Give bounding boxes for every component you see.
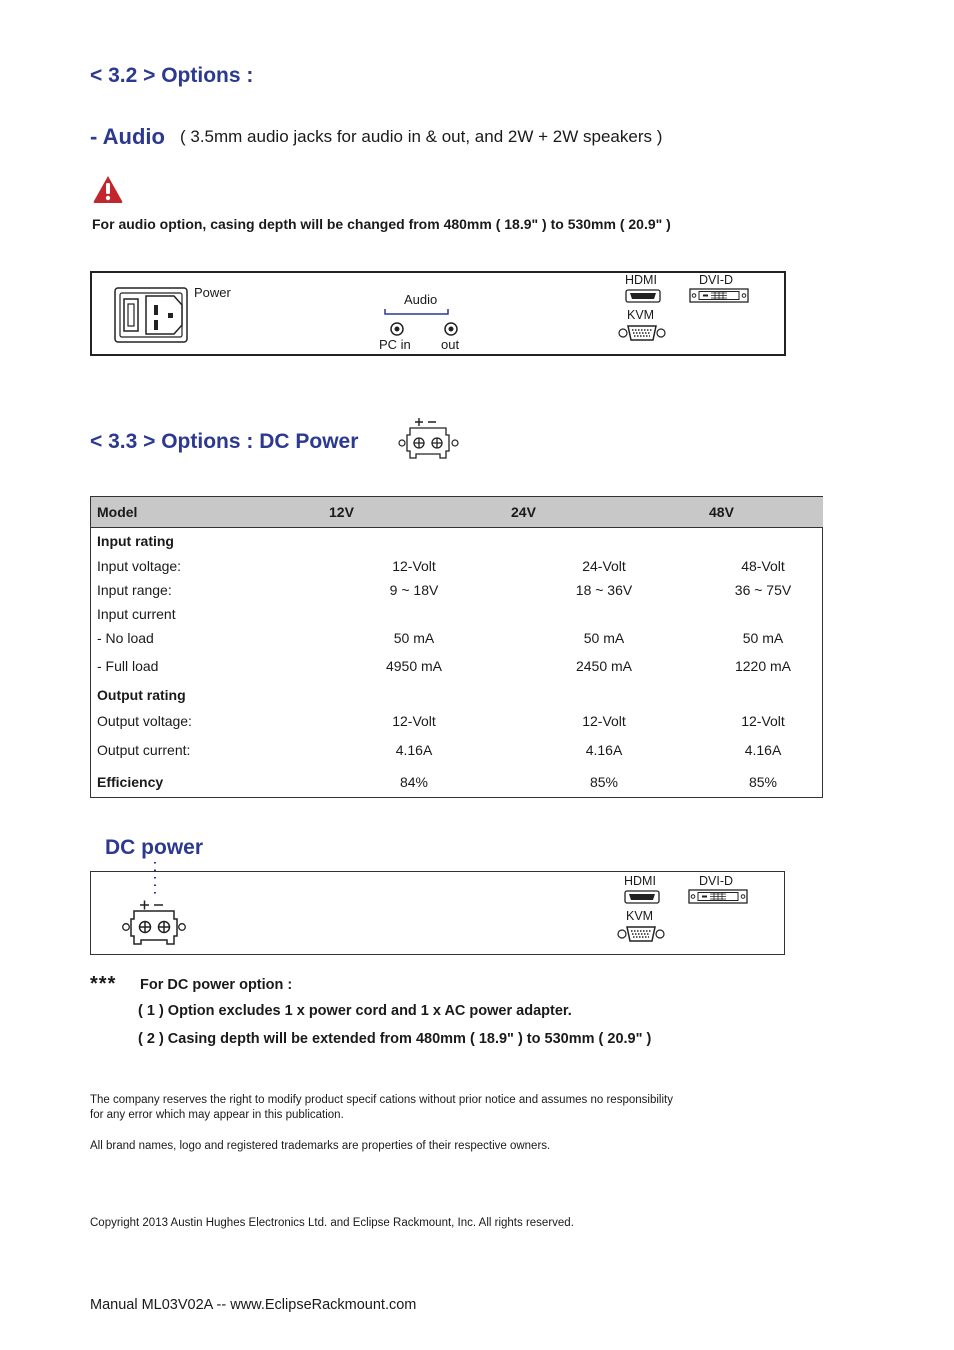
note-stars: *** bbox=[90, 973, 117, 995]
table-row bbox=[91, 766, 823, 799]
row-value bbox=[505, 602, 703, 626]
row-label: - No load bbox=[97, 630, 154, 646]
dc-hdmi-port-icon bbox=[624, 890, 660, 904]
dc-hdmi-label: HDMI bbox=[624, 874, 656, 888]
row-value: 4.16A bbox=[585, 741, 623, 758]
row-value: 50 mA bbox=[742, 630, 784, 646]
warning-icon bbox=[92, 174, 124, 204]
table-row bbox=[91, 734, 823, 766]
row-label: Output voltage: bbox=[97, 713, 192, 729]
dc-note-1: ( 1 ) Option excludes 1 x power cord and 1 x AC power adapter. bbox=[138, 1003, 572, 1019]
hdmi-label: HDMI bbox=[625, 273, 657, 287]
row-value: 4950 mA bbox=[385, 658, 443, 674]
row-label: Output current: bbox=[97, 741, 191, 758]
row-value: 36 ~ 75V bbox=[734, 581, 792, 598]
row-value: 50 mA bbox=[583, 630, 625, 646]
row-label: Output rating bbox=[97, 687, 186, 703]
power-label: Power bbox=[194, 285, 231, 300]
copyright-text: Copyright 2013 Austin Hughes Electronics Ltd. and Eclipse Rackmount, Inc. All rights reserved. bbox=[90, 1217, 574, 1229]
table-row bbox=[91, 528, 823, 554]
dc-power-spec-table bbox=[90, 496, 823, 798]
table-row bbox=[91, 578, 823, 602]
row-value: 18 ~ 36V bbox=[575, 581, 633, 598]
dc-note-2: ( 2 ) Casing depth will be extended from 480mm ( 18.9" ) to 530mm ( 20.9" ) bbox=[138, 1031, 652, 1047]
row-value: 12-Volt bbox=[392, 713, 436, 729]
header-model: Model bbox=[91, 497, 323, 528]
row-value bbox=[703, 528, 823, 554]
row-value: 24-Volt bbox=[582, 557, 626, 574]
section-32-title: < 3.2 > Options : bbox=[90, 64, 254, 87]
table-row bbox=[91, 682, 823, 709]
row-label: Input range: bbox=[97, 581, 172, 598]
table-row bbox=[91, 626, 823, 651]
row-value: 84% bbox=[399, 774, 429, 790]
dc-dvi-d-port-icon bbox=[688, 889, 748, 904]
row-value: 2450 mA bbox=[575, 658, 633, 674]
row-label: - Full load bbox=[97, 658, 159, 674]
dc-terminal-icon bbox=[397, 415, 461, 461]
dc-note-title: For DC power option : bbox=[140, 977, 293, 993]
dc-dvid-label: DVI-D bbox=[699, 874, 734, 888]
row-value: 4.16A bbox=[744, 741, 782, 758]
row-label: Input voltage: bbox=[97, 557, 182, 574]
row-value bbox=[323, 682, 505, 709]
audio-title: - Audio bbox=[90, 124, 165, 149]
dc-kvm-label: KVM bbox=[626, 909, 654, 923]
row-label: Input rating bbox=[97, 532, 174, 549]
manual-footer: Manual ML03V02A -- www.EclipseRackmount.com bbox=[90, 1297, 417, 1313]
audio-jacks-icon bbox=[382, 308, 468, 338]
row-value: 1220 mA bbox=[734, 658, 792, 674]
dc-power-title: DC power bbox=[105, 836, 204, 859]
ac-power-inlet-icon bbox=[114, 287, 188, 343]
row-value: 48-Volt bbox=[741, 557, 785, 574]
audio-label: Audio bbox=[404, 292, 438, 307]
dvid-label: DVI-D bbox=[699, 273, 734, 287]
audio-description: ( 3.5mm audio jacks for audio in & out, and 2W + 2W speakers ) bbox=[180, 127, 663, 146]
header-24v: 24V bbox=[505, 497, 703, 528]
row-value bbox=[323, 528, 505, 554]
row-value: 4.16A bbox=[395, 741, 433, 758]
dc-terminal-panel-icon bbox=[118, 860, 190, 946]
row-value bbox=[703, 602, 823, 626]
disclaimer-line-2: for any error which may appear in this publication. bbox=[90, 1109, 344, 1121]
row-value: 85% bbox=[589, 774, 619, 790]
dc-kvm-vga-port-icon bbox=[617, 925, 665, 943]
kvm-vga-port-icon bbox=[618, 324, 666, 342]
kvm-label: KVM bbox=[627, 308, 655, 322]
row-value bbox=[505, 682, 703, 709]
row-label: Efficiency bbox=[97, 774, 164, 790]
row-value: 85% bbox=[748, 774, 778, 790]
row-value bbox=[703, 682, 823, 709]
row-value: 50 mA bbox=[393, 630, 435, 646]
row-value: 12-Volt bbox=[741, 713, 785, 729]
hdmi-port-icon bbox=[625, 289, 661, 303]
header-48v: 48V bbox=[703, 497, 823, 528]
header-12v: 12V bbox=[323, 497, 505, 528]
row-value bbox=[323, 602, 505, 626]
pc-in-label: PC in bbox=[379, 337, 411, 352]
row-value: 12-Volt bbox=[392, 557, 436, 574]
trademarks-text: All brand names, logo and registered trademarks are properties of their respective owners. bbox=[90, 1140, 551, 1152]
out-label: out bbox=[441, 337, 460, 352]
row-value bbox=[505, 528, 703, 554]
table-row bbox=[91, 651, 823, 682]
row-label: Input current bbox=[97, 605, 176, 622]
rear-panel-dc bbox=[90, 871, 785, 955]
table-row bbox=[91, 709, 823, 734]
row-value: 9 ~ 18V bbox=[389, 581, 439, 598]
disclaimer-line-1: The company reserves the right to modify product specif cations without prior notice and assumes no responsibility bbox=[90, 1094, 673, 1106]
row-value: 12-Volt bbox=[582, 713, 626, 729]
table-row bbox=[91, 602, 823, 626]
section-33-title: < 3.3 > Options : DC Power bbox=[90, 430, 359, 453]
audio-warning-text: For audio option, casing depth will be changed from 480mm ( 18.9" ) to 530mm ( 20.9" ) bbox=[92, 216, 671, 232]
table-header-row bbox=[91, 497, 823, 528]
table-row bbox=[91, 554, 823, 578]
dvi-d-port-icon bbox=[689, 288, 749, 303]
